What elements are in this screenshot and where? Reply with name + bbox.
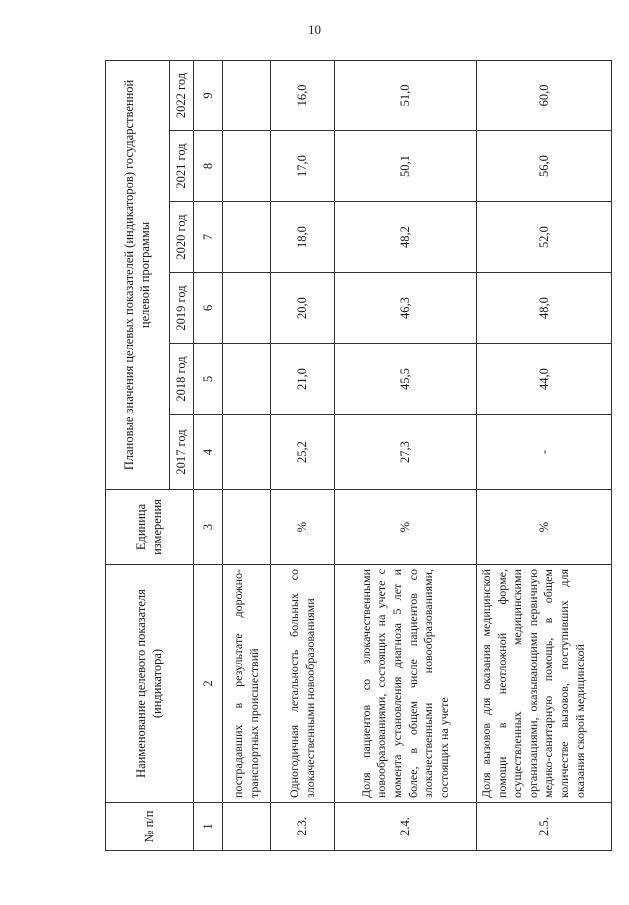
table-row — [477, 60, 612, 850]
row-value: 17,0 — [271, 131, 335, 202]
row-name: Доля вызовов для оказания медицинской помощи в неотложной форме, осуществленных медицинскими организациями, оказывающими первичную медико-санитарную помощь, в общем количестве вызовов, поступивших для оказания скорой медицинской — [477, 565, 612, 803]
table-row — [335, 60, 477, 850]
index-cell: 2 — [194, 565, 223, 803]
row-unit: % — [335, 490, 477, 565]
index-cell: 6 — [194, 273, 223, 344]
target-indicators-table — [105, 60, 612, 851]
header-year-2017: 2017 год — [170, 415, 194, 490]
row-value: 27,3 — [335, 415, 477, 490]
row-value: 44,0 — [477, 344, 612, 415]
row-num: 2.3. — [271, 803, 335, 851]
row-name: Одногодичная летальность больных со злокачественными новообразованиями — [271, 565, 335, 803]
index-cell: 3 — [194, 490, 223, 565]
row-value — [223, 202, 271, 273]
table-row — [271, 60, 335, 850]
row-name: пострадавших в результате дорожно-транспортных происшествий — [223, 565, 271, 803]
index-cell: 8 — [194, 131, 223, 202]
row-unit: % — [477, 490, 612, 565]
row-num: 2.5. — [477, 803, 612, 851]
row-value: 20,0 — [271, 273, 335, 344]
header-year-2020: 2020 год — [170, 202, 194, 273]
row-value: 50,1 — [335, 131, 477, 202]
row-value: 48,2 — [335, 202, 477, 273]
header-year-2018: 2018 год — [170, 344, 194, 415]
row-value: 21,0 — [271, 344, 335, 415]
index-cell: 7 — [194, 202, 223, 273]
index-cell: 4 — [194, 415, 223, 490]
row-value: 45,5 — [335, 344, 477, 415]
row-value: 60,0 — [477, 60, 612, 130]
row-value: 25,2 — [271, 415, 335, 490]
row-value: 52,0 — [477, 202, 612, 273]
row-unit — [223, 490, 271, 565]
page-number: 10 — [308, 22, 321, 37]
table-row — [223, 60, 271, 850]
row-value — [223, 60, 271, 130]
row-value: 18,0 — [271, 202, 335, 273]
row-value — [223, 273, 271, 344]
index-cell: 5 — [194, 344, 223, 415]
row-value — [223, 415, 271, 490]
row-value — [223, 344, 271, 415]
row-unit: % — [271, 490, 335, 565]
row-value — [223, 131, 271, 202]
header-year-2022: 2022 год — [170, 60, 194, 130]
row-value: 46,3 — [335, 273, 477, 344]
header-num: № п/п — [106, 803, 194, 851]
row-value: 56,0 — [477, 131, 612, 202]
index-cell: 9 — [194, 60, 223, 130]
row-num — [223, 803, 271, 851]
row-num: 2.4. — [335, 803, 477, 851]
row-value: 51,0 — [335, 60, 477, 130]
row-value: 16,0 — [271, 60, 335, 130]
column-index-row — [194, 60, 223, 850]
header-year-2021: 2021 год — [170, 131, 194, 202]
rotated-table-container — [105, 61, 606, 851]
index-cell: 1 — [194, 803, 223, 851]
row-value: - — [477, 415, 612, 490]
header-year-2019: 2019 год — [170, 273, 194, 344]
header-unit: Единица измерения — [106, 490, 194, 565]
row-value: 48,0 — [477, 273, 612, 344]
row-name: Доля пациентов со злокачественными новообразованиями, состоящих на учете с момента установления диагноза 5 лет и более, в общем числе пациентов со злокачественными новообразованиями, состоящих на учете — [335, 565, 477, 803]
header-plan: Плановые значения целевых показателей (индикаторов) государственной целевой программы — [106, 60, 170, 489]
header-name: Наименование целевого показателя (индикатора) — [106, 565, 194, 803]
